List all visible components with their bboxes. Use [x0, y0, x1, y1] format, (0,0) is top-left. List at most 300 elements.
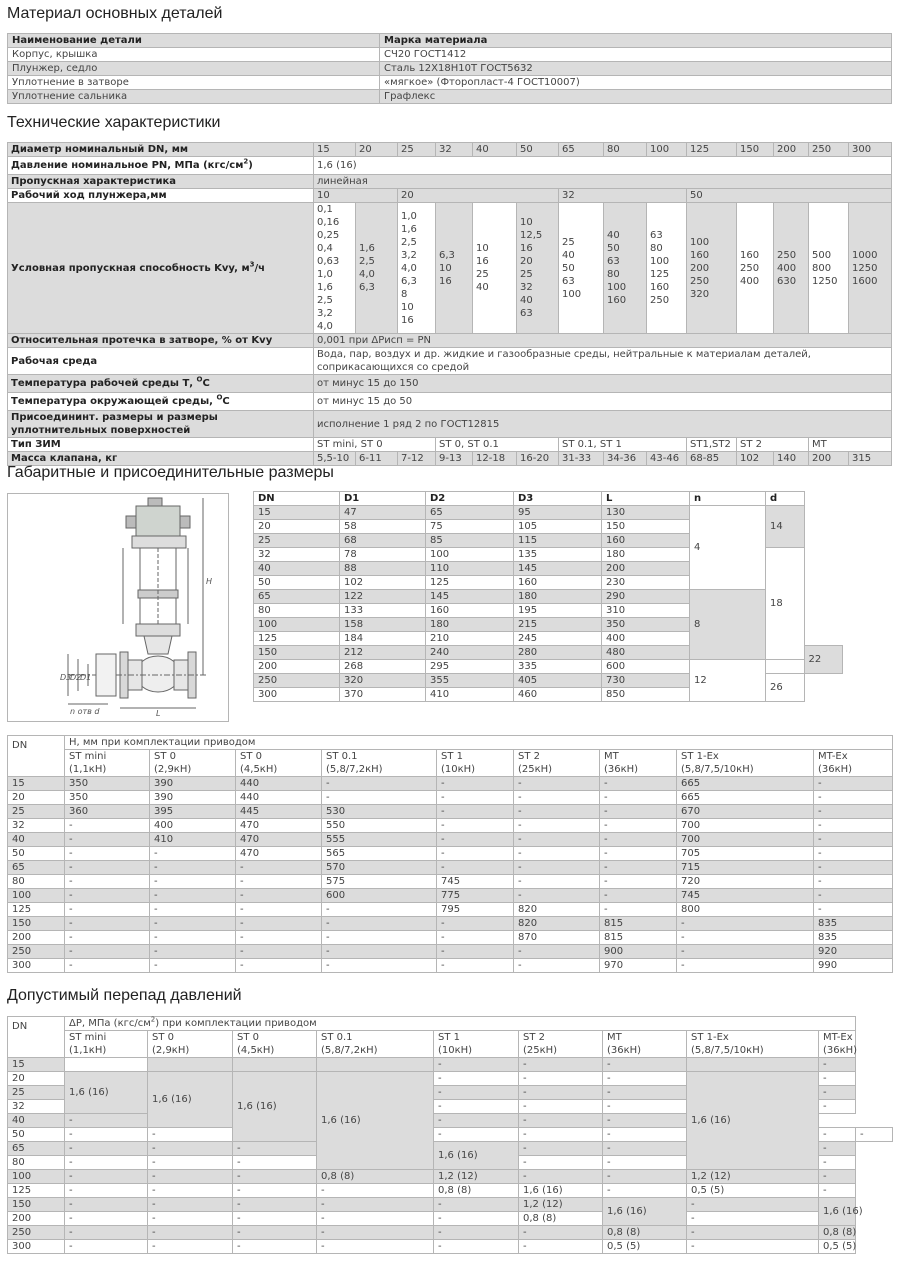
dims-table: [253, 491, 843, 702]
heights-cell: -: [437, 931, 514, 945]
heights-cell: 665: [677, 791, 814, 805]
tech-amb-value: от минус 15 до 50: [314, 393, 892, 411]
dims-d2: 355: [426, 674, 514, 688]
dims-d2: 100: [426, 548, 514, 562]
dims-l: 600: [602, 660, 690, 674]
heights-cell: -: [236, 903, 322, 917]
tech-kvy-value: 40 50 63 80 100 160: [604, 203, 647, 334]
heights-cell: -: [814, 819, 893, 833]
dims-d3: 115: [514, 534, 602, 548]
tech-temp-label: Температура рабочей среды Т, $^О$С: [8, 375, 314, 393]
pressure-cell: -: [519, 1240, 603, 1254]
table-row: [8, 847, 893, 861]
heights-cell: 820: [514, 903, 600, 917]
pressure-cell: -: [434, 1114, 519, 1128]
tech-actuator-value: ST 0.1, ST 1: [559, 438, 687, 452]
label-l: L: [156, 709, 161, 718]
table-row: [8, 805, 893, 819]
dims-d1: 47: [340, 506, 426, 520]
valve-drawing-svg: [8, 494, 228, 721]
pressure-cell: -: [233, 1156, 317, 1170]
heights-cell: -: [514, 791, 600, 805]
label-d1: D1: [80, 673, 92, 682]
pressure-cell: -: [519, 1114, 603, 1128]
tech-dn-value: 40: [473, 143, 517, 157]
heights-cell: -: [814, 833, 893, 847]
heights-cell: -: [65, 875, 150, 889]
tech-mass-value: 9-13: [436, 452, 473, 466]
pressure-cell: 0,5 (5): [603, 1240, 687, 1254]
heights-cell: -: [600, 791, 677, 805]
heights-col: MT (36кН): [600, 750, 677, 777]
heights-cell: 400: [150, 819, 236, 833]
heights-cell: -: [600, 833, 677, 847]
dims-d1: 68: [340, 534, 426, 548]
tech-actuator-value: MT: [809, 438, 892, 452]
table-row: [8, 1198, 893, 1212]
pressure-cell: -: [819, 1072, 856, 1086]
pressure-cell: 1,6 (16): [603, 1198, 687, 1226]
tech-row-stroke: [8, 189, 892, 203]
heights-cell: -: [677, 959, 814, 973]
tech-kvy-label: Условная пропускная способность Kvy, $м^3/ч$: [8, 203, 314, 334]
heights-cell: -: [600, 861, 677, 875]
heights-cell: -: [514, 847, 600, 861]
pressure-cell: -: [65, 1128, 148, 1142]
pressure-cell: -: [819, 1058, 856, 1072]
dims-d3: 135: [514, 548, 602, 562]
dims-dn: 15: [254, 506, 340, 520]
pressure-dn: 32: [8, 1100, 65, 1114]
pressure-cell: 1,6 (16): [687, 1072, 819, 1170]
tech-stroke-value: 32: [559, 189, 687, 203]
dims-d3: 95: [514, 506, 602, 520]
pressure-table: [7, 1016, 893, 1254]
heights-cell: 700: [677, 819, 814, 833]
heights-dn: 65: [8, 861, 65, 875]
heights-dn: 15: [8, 777, 65, 791]
pressure-cell: -: [819, 1142, 856, 1156]
heights-cell: -: [600, 805, 677, 819]
tech-mass-value: 31-33: [559, 452, 604, 466]
heights-cell: -: [814, 791, 893, 805]
heights-dn: 150: [8, 917, 65, 931]
table-row: [8, 889, 893, 903]
tech-row-actuator: [8, 438, 892, 452]
heights-col: ST 0 (2,9кН): [150, 750, 236, 777]
table-row: [8, 1184, 893, 1198]
heights-cell: 390: [150, 777, 236, 791]
tech-row-pn: [8, 157, 892, 175]
dims-d3: 405: [514, 674, 602, 688]
tech-actuator-value: ST 2: [737, 438, 809, 452]
pressure-col: ST 2 (25кН): [519, 1031, 603, 1058]
tech-dn-value: 32: [436, 143, 473, 157]
materials-header-grade: Марка материала: [380, 34, 892, 48]
pressure-col: ST 1-Ex (5,8/7,5/10кН): [687, 1031, 819, 1058]
pressure-cell: -: [148, 1198, 233, 1212]
pressure-cell: 0,8 (8): [819, 1226, 856, 1240]
pressure-cell: 1,6 (16): [434, 1142, 519, 1170]
heights-cell: -: [65, 931, 150, 945]
dims-title: Габаритные и присоединительные размеры: [7, 464, 334, 481]
pressure-cell: -: [819, 1170, 856, 1184]
pressure-dn: 100: [8, 1170, 65, 1184]
pressure-cell: -: [434, 1226, 519, 1240]
tech-dn-value: 300: [849, 143, 892, 157]
dims-dn: 150: [254, 646, 340, 660]
pressure-cell: -: [65, 1198, 148, 1212]
pressure-cell: -: [65, 1212, 148, 1226]
pressure-dn: 250: [8, 1226, 65, 1240]
heights-cell: -: [600, 777, 677, 791]
table-row: [8, 777, 893, 791]
table-row: [8, 861, 893, 875]
heights-cell: -: [150, 903, 236, 917]
tech-kvy-value: 1,6 2,5 4,0 6,3: [356, 203, 398, 334]
pressure-cell: -: [519, 1170, 603, 1184]
pressure-cell: -: [519, 1100, 603, 1114]
pressure-cell: -: [434, 1128, 519, 1142]
dims-dn: 40: [254, 562, 340, 576]
dims-d2: 160: [426, 604, 514, 618]
heights-dn: 125: [8, 903, 65, 917]
tech-mass-value: 6-11: [356, 452, 398, 466]
heights-cell: 835: [814, 931, 893, 945]
heights-cell: 775: [437, 889, 514, 903]
dims-d1: 212: [340, 646, 426, 660]
bonnet: [136, 624, 180, 636]
pressure-cell: -: [434, 1086, 519, 1100]
dims-header: D3: [514, 492, 602, 506]
table-row: [254, 660, 843, 674]
heights-cell: 720: [677, 875, 814, 889]
pressure-cell: -: [233, 1198, 317, 1212]
dims-dn: 20: [254, 520, 340, 534]
pressure-cell: -: [233, 1226, 317, 1240]
pressure-cell: -: [819, 1100, 856, 1114]
heights-cell: 410: [150, 833, 236, 847]
pressure-cell: -: [603, 1156, 687, 1170]
heights-cell: -: [514, 889, 600, 903]
pressure-dn: 65: [8, 1142, 65, 1156]
dims-d: 26: [766, 674, 805, 702]
heights-cell: -: [677, 945, 814, 959]
heights-cell: 440: [236, 777, 322, 791]
materials-part: Корпус, крышка: [8, 48, 380, 62]
dims-dn: 25: [254, 534, 340, 548]
heights-cell: -: [65, 847, 150, 861]
dims-d1: 184: [340, 632, 426, 646]
pressure-cell: -: [603, 1184, 687, 1198]
tech-flow-value: линейная: [314, 175, 892, 189]
tech-temp-value: от минус 15 до 150: [314, 375, 892, 393]
pressure-cell: -: [819, 1128, 856, 1142]
heights-dn: 50: [8, 847, 65, 861]
tech-dn-value: 150: [737, 143, 774, 157]
table-row: [8, 1226, 893, 1240]
tech-table: [7, 142, 892, 466]
pressure-dn: 300: [8, 1240, 65, 1254]
pressure-cell: 0,5 (5): [819, 1240, 856, 1254]
tech-kvy-value: 0,1 0,16 0,25 0,4 0,63 1,0 1,6 2,5 3,2 4,0: [314, 203, 356, 334]
pressure-col: ST 0.1 (5,8/7,2кН): [317, 1031, 434, 1058]
pressure-cell: -: [819, 1156, 856, 1170]
pressure-cell: 1,6 (16): [317, 1072, 434, 1170]
heights-cell: 390: [150, 791, 236, 805]
pressure-col: ST 0 (2,9кН): [148, 1031, 233, 1058]
pressure-cell: -: [687, 1226, 819, 1240]
heights-col: ST mini (1,1кН): [65, 750, 150, 777]
tech-mass-value: 68-85: [687, 452, 737, 466]
heights-cell: -: [437, 945, 514, 959]
pressure-col: MT (36кН): [603, 1031, 687, 1058]
dims-l: 730: [602, 674, 690, 688]
heights-cell: -: [322, 945, 437, 959]
pressure-cell: -: [233, 1184, 317, 1198]
heights-cell: 470: [236, 819, 322, 833]
dims-l: 130: [602, 506, 690, 520]
heights-cell: 700: [677, 833, 814, 847]
tech-flow-label: Пропускная характеристика: [8, 175, 314, 189]
dims-dn: 32: [254, 548, 340, 562]
tech-mass-value: 315: [849, 452, 892, 466]
tech-kvy-value: 6,3 10 16: [436, 203, 473, 334]
heights-col: ST 1-Ex (5,8/7,5/10кН): [677, 750, 814, 777]
pressure-cell: -: [148, 1212, 233, 1226]
pressure-cell: -: [148, 1170, 233, 1184]
heights-cell: -: [150, 847, 236, 861]
heights-cell: -: [437, 833, 514, 847]
pressure-cell: -: [317, 1226, 434, 1240]
dims-d1: 133: [340, 604, 426, 618]
tech-dn-value: 15: [314, 143, 356, 157]
tech-kvy-value: 160 250 400: [737, 203, 774, 334]
heights-col: ST 2 (25кН): [514, 750, 600, 777]
heights-cell: -: [236, 959, 322, 973]
heights-cell: -: [514, 777, 600, 791]
heights-cell: -: [150, 875, 236, 889]
heights-cell: 445: [236, 805, 322, 819]
table-row: [8, 1212, 893, 1226]
pressure-cell: -: [65, 1240, 148, 1254]
table-row: [8, 791, 893, 805]
heights-cell: 745: [437, 875, 514, 889]
pressure-cell: -: [148, 1240, 233, 1254]
pressure-dn: 200: [8, 1212, 65, 1226]
table-row: [8, 833, 893, 847]
tech-stroke-value: 50: [687, 189, 892, 203]
tech-row-dn: [8, 143, 892, 157]
dims-l: 160: [602, 534, 690, 548]
tech-mass-value: 102: [737, 452, 774, 466]
heights-cell: 565: [322, 847, 437, 861]
label-d3: D3: [60, 673, 72, 682]
tech-mass-label: Масса клапана, кг: [8, 452, 314, 466]
valve-body: [136, 656, 180, 692]
dims-d2: 295: [426, 660, 514, 674]
tech-medium-value: Вода, пар, воздух и др. жидкие и газообразные среды, нейтральные к материалам деталей, соприкасающихся со средой: [314, 348, 892, 375]
dims-d3: 105: [514, 520, 602, 534]
dims-d1: 268: [340, 660, 426, 674]
tech-conn-value: исполнение 1 ряд 2 по ГОСТ12815: [314, 411, 892, 438]
dims-d1: 158: [340, 618, 426, 632]
tech-kvy-value: 250 400 630: [774, 203, 809, 334]
pressure-cell: 1,2 (12): [519, 1198, 603, 1212]
pressure-cell: 1,6 (16): [148, 1072, 233, 1128]
tech-mass-value: 140: [774, 452, 809, 466]
dims-d1: 320: [340, 674, 426, 688]
pressure-cell: 1,6 (16): [519, 1184, 603, 1198]
dims-d: 22: [804, 646, 843, 674]
dims-header: L: [602, 492, 690, 506]
heights-body: [8, 777, 893, 973]
heights-cell: 815: [600, 917, 677, 931]
pressure-col: ST 0 (4,5кН): [233, 1031, 317, 1058]
heights-cell: 575: [322, 875, 437, 889]
materials-grade: Графлекс: [380, 90, 892, 104]
tech-conn-label: Присоедининт. размеры и размеры уплотнительных поверхностей: [8, 411, 314, 438]
heights-cell: 555: [322, 833, 437, 847]
tech-mass-value: 5,5-10: [314, 452, 356, 466]
tech-mass-value: 34-36: [604, 452, 647, 466]
pressure-dn: 50: [8, 1128, 65, 1142]
pressure-col-headers: [8, 1031, 893, 1058]
table-row: [8, 917, 893, 931]
pressure-cell: -: [519, 1156, 603, 1170]
tech-kvy-value: 100 160 200 250 320: [687, 203, 737, 334]
heights-cell: -: [437, 791, 514, 805]
pressure-cell: -: [148, 1156, 233, 1170]
dims-d3: 280: [514, 646, 602, 660]
heights-cell: -: [814, 847, 893, 861]
tech-actuator-value: ST1,ST2: [687, 438, 737, 452]
tech-row-flow: [8, 175, 892, 189]
heights-cell: -: [236, 889, 322, 903]
dims-d2: 145: [426, 590, 514, 604]
tech-dn-value: 80: [604, 143, 647, 157]
heights-cell: 470: [236, 833, 322, 847]
pressure-cell: -: [233, 1170, 317, 1184]
actuator-cap: [148, 498, 162, 506]
heights-cell: -: [65, 903, 150, 917]
heights-cell: -: [236, 931, 322, 945]
table-row: [8, 903, 893, 917]
heights-cell: -: [322, 959, 437, 973]
dims-dn: 100: [254, 618, 340, 632]
heights-cell: 570: [322, 861, 437, 875]
heights-group-header: H, мм при комплектации приводом: [65, 736, 893, 750]
pressure-col: ST 1 (10кН): [434, 1031, 519, 1058]
heights-cell: -: [236, 917, 322, 931]
pressure-cell: -: [603, 1170, 687, 1184]
pressure-cell: -: [317, 1198, 434, 1212]
table-row: [8, 819, 893, 833]
tech-leak-label: Относительная протечка в затворе, % от Kvy: [8, 334, 314, 348]
heights-cell: -: [437, 917, 514, 931]
pressure-cell: 0,8 (8): [317, 1170, 434, 1184]
pressure-cell: -: [856, 1128, 893, 1142]
pressure-cell: 1,6 (16): [233, 1072, 317, 1142]
tech-kvy-value: 500 800 1250: [809, 203, 849, 334]
heights-cell: 665: [677, 777, 814, 791]
heights-cell: -: [236, 875, 322, 889]
heights-cell: -: [677, 917, 814, 931]
pressure-dn: 80: [8, 1156, 65, 1170]
dims-d3: 180: [514, 590, 602, 604]
tech-actuator-value: ST 0, ST 0.1: [436, 438, 559, 452]
heights-cell: 350: [65, 777, 150, 791]
table-row: [8, 1017, 893, 1031]
heights-cell: 920: [814, 945, 893, 959]
heights-cell: -: [600, 889, 677, 903]
pressure-cell: -: [434, 1212, 519, 1226]
pressure-cell: -: [434, 1072, 519, 1086]
heights-cell: -: [814, 903, 893, 917]
label-h: H: [206, 577, 213, 586]
heights-cell: 815: [600, 931, 677, 945]
table-row: [254, 506, 843, 520]
heights-cell: 550: [322, 819, 437, 833]
pressure-cell: -: [687, 1240, 819, 1254]
pressure-cell: -: [519, 1142, 603, 1156]
label-holes: n отв d: [70, 707, 100, 716]
actuator-flange: [132, 536, 186, 548]
materials-table: [7, 33, 892, 104]
pressure-empty: [687, 1058, 819, 1072]
dims-d1: 122: [340, 590, 426, 604]
dims-dn: 300: [254, 688, 340, 702]
heights-cell: 670: [677, 805, 814, 819]
heights-table: [7, 735, 893, 973]
heights-dn: 40: [8, 833, 65, 847]
materials-title: Материал основных деталей: [7, 5, 223, 22]
dims-d3: 215: [514, 618, 602, 632]
tech-stroke-value: 20: [398, 189, 559, 203]
materials-part: Уплотнение сальника: [8, 90, 380, 104]
heights-dn: 100: [8, 889, 65, 903]
pressure-cell: -: [687, 1198, 819, 1212]
actuator-housing: [136, 506, 180, 536]
tech-kvy-value: 25 40 50 63 100: [559, 203, 604, 334]
dims-d3: 195: [514, 604, 602, 618]
pressure-cell: -: [603, 1086, 687, 1100]
dims-d3: 335: [514, 660, 602, 674]
dims-d2: 210: [426, 632, 514, 646]
pressure-dn: 25: [8, 1086, 65, 1100]
table-row: [8, 931, 893, 945]
dims-dn: 200: [254, 660, 340, 674]
dims-d3: 160: [514, 576, 602, 590]
heights-cell: -: [514, 959, 600, 973]
tech-actuator-value: ST mini, ST 0: [314, 438, 436, 452]
pressure-col: MT-Ex (36кН): [819, 1031, 856, 1058]
heights-cell: -: [322, 931, 437, 945]
heights-cell: -: [514, 875, 600, 889]
pressure-cell: 1,2 (12): [434, 1170, 519, 1184]
dims-d2: 85: [426, 534, 514, 548]
dims-l: 150: [602, 520, 690, 534]
label-d2: D2: [70, 673, 82, 682]
dims-l: 480: [602, 646, 690, 660]
pressure-cell: -: [519, 1086, 603, 1100]
pressure-col: ST mini (1,1кН): [65, 1031, 148, 1058]
tech-row-kvy: [8, 203, 892, 334]
heights-cell: -: [65, 945, 150, 959]
table-row: [8, 1058, 893, 1072]
heights-cell: -: [600, 819, 677, 833]
dims-dn: 50: [254, 576, 340, 590]
